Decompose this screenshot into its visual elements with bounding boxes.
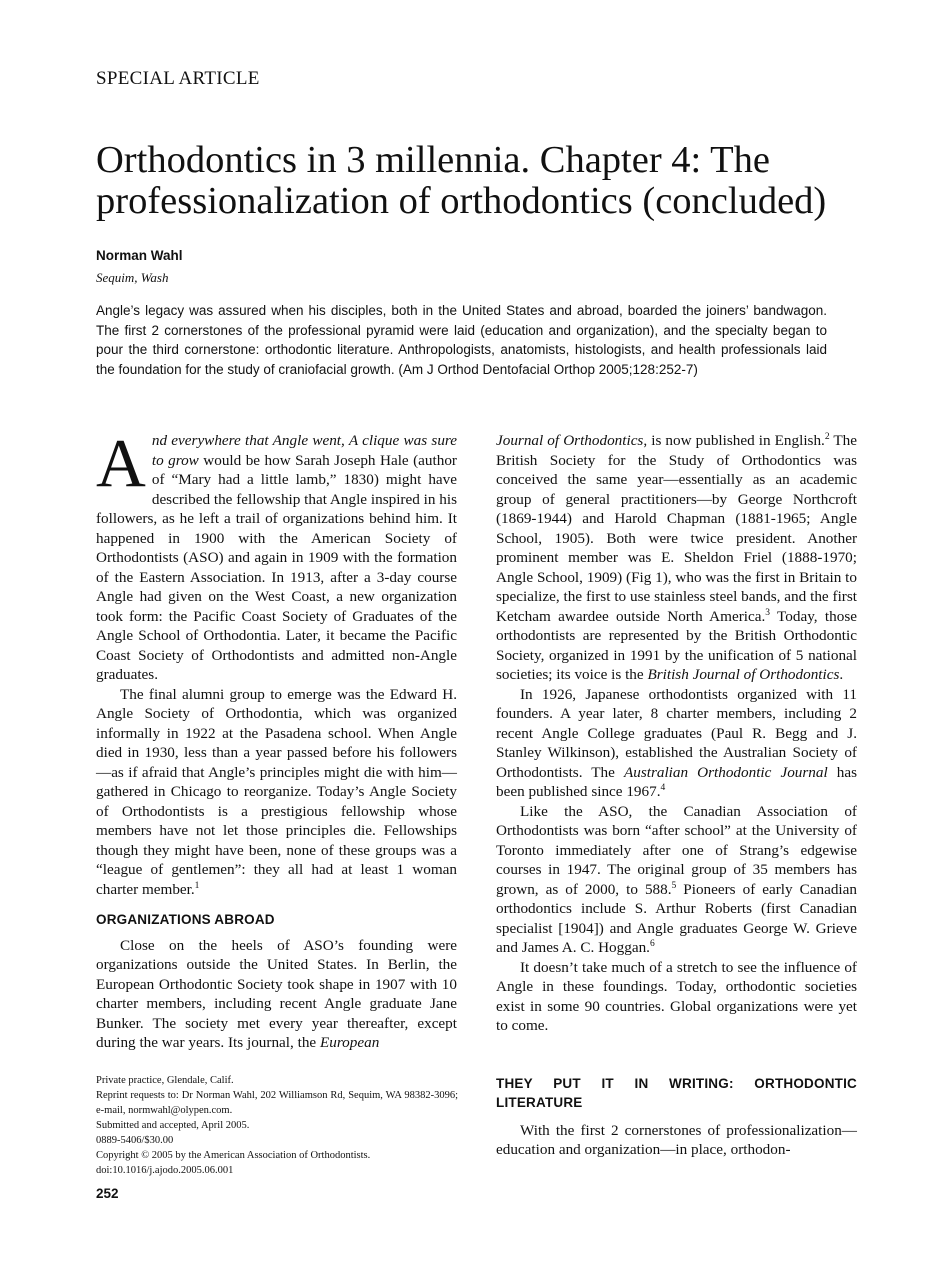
abstract: Angle’s legacy was assured when his disciples, both in the United States and abroad, boarded the joiners’ bandwagon. The first 2 cornerstones of the professional pyramid were laid (education and organization), and the specialty began to pour the third cornerstone: orthodontic literature. Anthropologists, anatomists, histologists, and health professionals laid the foundation for the study of craniofacial growth. (Am J Orthod Dentofacial Orthop 2005;128:252-7) xyxy=(96,303,827,377)
footnote-submitted: Submitted and accepted, April 2005. xyxy=(96,1120,250,1131)
footnote-reprint-requests: Reprint requests to: Dr Norman Wahl, 202 Williamson Rd, Sequim, WA 98382-3096; e-mail, normwahl@olypen.com. xyxy=(96,1090,458,1116)
italic-text: European xyxy=(319,1034,380,1051)
paragraph-text: would be how Sarah Joseph Hale (author of “Mary had a little lamb,” 1830) might have described the fellowship that Angle inspired in his followers, as he left a trail of organizations behind him. It happened in 1900 with the American Society of Orthodontists (ASO) and again in 1909 with the formation of the Eastern Association. In 1913, after a 3-day course Angle had given on the West Coast, a new organization took form: the Pacific Coast Society of Graduates of the Angle School of Orthodontia. Later, it became the Pacific Coast Society of Orthodontists and admitted non-Angle graduates. xyxy=(96,451,457,683)
section-label: SPECIAL ARTICLE xyxy=(96,68,260,89)
paragraph-text: The final alumni group to emerge was the Edward H. Angle Society of Orthodontia, which was organized informally in 1922 at the Pasadena school. When Angle died in 1930, less than a year passed before his followers—as if afraid that Angle’s principles might die with him—gathered in Chicago to reorganize. Today’s Angle Society of Orthodontists is a prestigious fellowship whose members have not let those principles die. Fellowships though they might have been, none of these groups was a “league of gentlemen”: they all had at least 1 woman charter member. xyxy=(96,685,457,898)
footnotes xyxy=(96,1073,458,1178)
reference-marker: 2 xyxy=(824,432,830,442)
paragraph-text: Today, those orthodontists are represented by the British Orthodontic Society, organized in 1991 by the unification of 5 national societies; its voice is the xyxy=(496,607,857,683)
intro-paragraph xyxy=(96,425,457,685)
italic-text: Journal of Orthodontics xyxy=(496,432,644,449)
footnote-copyright: Copyright © 2005 by the American Association of Orthodontists. xyxy=(96,1150,371,1161)
paragraph-text: Like the ASO, the Canadian Association of Orthodontists was born “after school” at the University of Toronto immediately after one of Strang’s edgewise courses in 1947. The original group of 35 members has grown, as of 2000, to 588. xyxy=(496,802,857,898)
section-heading-organizations-abroad: ORGANIZATIONS ABROAD xyxy=(96,912,275,927)
reference-marker: 3 xyxy=(765,607,770,618)
paragraph-text: Close on the heels of ASO’s founding were organizations outside the United States. In Berlin, the European Orthodontic Society took shape in 1907 with 10 charter members, including recent Angle graduate Jane Bunker. The society met every year thereafter, except during the war years. Its journal, the xyxy=(96,936,457,1051)
paragraph: With the first 2 cornerstones of professionalization—education and organization—in place, orthodon- xyxy=(496,1121,857,1158)
footnote-issn: 0889-5406/$30.00 xyxy=(96,1135,174,1146)
paragraph-text: . xyxy=(839,666,844,683)
section-heading-orthodontic-literature: THEY PUT IT IN WRITING: ORTHODONTIC LITERATURE xyxy=(496,1075,857,1110)
right-column xyxy=(496,431,857,1160)
paragraph xyxy=(96,936,457,1053)
italic-lead: nd everywhere that Angle went, A clique was sure to grow xyxy=(151,432,457,469)
reference-marker: 5 xyxy=(671,880,677,891)
italic-text: British Journal of Orthodontics xyxy=(647,666,840,683)
reference-marker: 1 xyxy=(194,880,200,891)
footnote-affiliation: Private practice, Glendale, Calif. xyxy=(96,1075,234,1086)
paragraph xyxy=(96,685,457,900)
author-affiliation: Sequim, Wash xyxy=(96,270,169,285)
paragraph-text: The British Society for the Study of Orthodontics was conceived the same year—essentially as an academic group of general practitioners—by George Northcroft (1869-1944) and Harold Chapman (1881-1965; Angle School, 1905). Both were twice president. Another prominent member was E. Sheldon Friel (1888-1970; Angle School, 1909) (Fig 1), who was the first in Britain to specialize, the first to use stainless steel bands, and the first Ketcham awardee outside North America. xyxy=(496,432,857,625)
reference-marker: 6 xyxy=(649,939,655,949)
paragraph-text: , is now published in English. xyxy=(643,432,825,449)
paragraph-text: Pioneers of early Canadian orthodontics include S. Arthur Roberts (first Canadian specialist [1904]) and Angle graduates George W. Grieve and James A. C. Hoggan. xyxy=(496,880,857,956)
paragraph-text: In 1926, Japanese orthodontists organized with 11 founders. A year later, 8 charter members, including 2 recent Angle College graduates (Paul R. Begg and J. Stanley Wilkinson), established the Australian Society of Orthodontists. The xyxy=(496,685,857,781)
paragraph xyxy=(496,685,857,802)
paragraph xyxy=(496,802,857,958)
paragraph: It doesn’t take much of a stretch to see the influence of Angle in these foundings. Today, orthodontic societies exist in some 90 countries. Global organizations were yet to come. xyxy=(496,958,857,1034)
footnote-doi: doi:10.1016/j.ajodo.2005.06.001 xyxy=(96,1165,234,1176)
paragraph xyxy=(496,431,857,685)
paragraph-text: has been published since 1967. xyxy=(496,763,858,800)
page-number: 252 xyxy=(96,1186,119,1201)
reference-marker: 4 xyxy=(660,783,666,793)
drop-cap: A xyxy=(96,425,146,501)
author-name: Norman Wahl xyxy=(96,248,183,263)
article-title: Orthodontics in 3 millennia. Chapter 4: The professionalization of orthodontics (concluded) xyxy=(96,139,827,222)
left-column xyxy=(96,425,457,1053)
italic-text: Australian Orthodontic Journal xyxy=(623,763,828,781)
